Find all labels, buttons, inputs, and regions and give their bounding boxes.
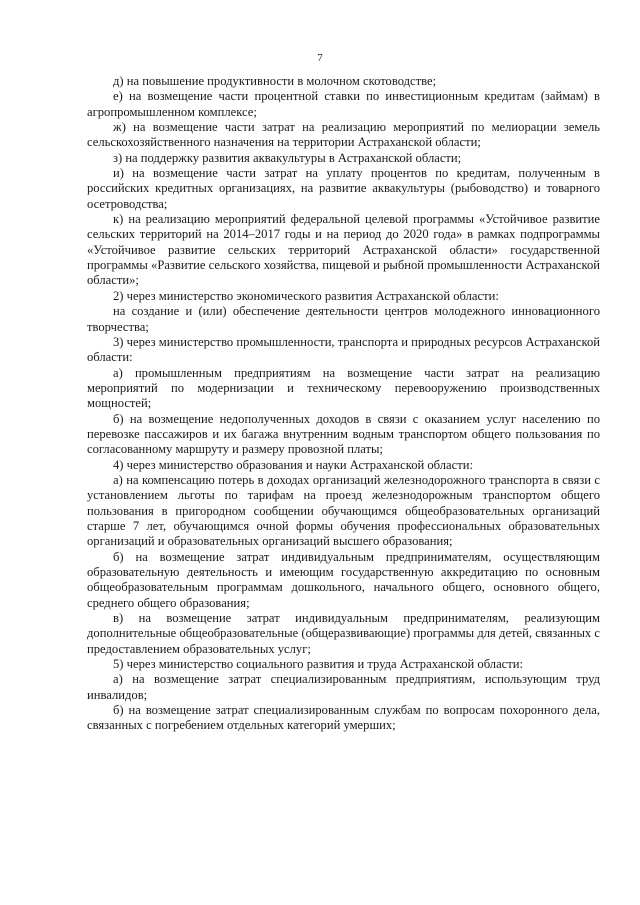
paragraph-4-education-ministry: 4) через министерство образования и науки Астраханской области: <box>113 457 473 472</box>
paragraph-e-interest-rate: е) на возмещение части процентной ставки по инвестиционным кредитам (займам) в агропромышленном комплексе; <box>87 89 600 119</box>
paragraph-a-disabled-employment: а) на возмещение затрат специализированным предприятиям, использующим труд инвалидов; <box>87 672 600 702</box>
paragraph-z-aquaculture: з) на поддержку развития аквакультуры в Астраханской области; <box>113 150 462 165</box>
paragraph-d-dairy: д) на повышение продуктивности в молочном скотоводстве; <box>113 74 437 88</box>
paragraph-youth-innovation: на создание и (или) обеспечение деятельности центров молодежного инновационного творчества; <box>87 304 600 334</box>
paragraph-a-railway-compensation: а) на компенсацию потерь в доходах организаций железнодорожного транспорта в связи с установлением льготы по тарифам на проезд железнодорожным транспортом общего пользования в пригородном сообщении обучающимся общеобразовательных организаций старше 7 лет, обучающимся очной формы обучения профессиональных образовательных организаций и образовательных организаций высшего образования; <box>87 472 600 549</box>
paragraph-b-funeral-services: б) на возмещение затрат специализированным службам по вопросам похоронного дела, связанных с погребением отдельных категорий умерших; <box>87 703 600 733</box>
page-number: 7 <box>317 52 323 64</box>
paragraph-a-modernization: а) промышленным предприятиям на возмещение части затрат на реализацию мероприятий по модернизации и техническому перевооружению производственных мощностей; <box>87 365 600 411</box>
paragraph-2-economic-ministry: 2) через министерство экономического развития Астраханской области: <box>113 288 499 303</box>
paragraph-v-additional-programs: в) на возмещение затрат индивидуальным предпринимателям, реализующим дополнительные общеобразовательные (общеразвивающие) программы для детей, связанных с предоставлением образовательных услуг; <box>87 611 600 656</box>
paragraph-b-water-transport: б) на возмещение недополученных доходов в связи с оказанием услуг населению по перевозке пассажиров и их багажа внутренним водным транспортом общего пользования по согласованному маршруту и размеру провозной платы; <box>87 411 600 457</box>
paragraph-b-entrepreneurs-education: б) на возмещение затрат индивидуальным предпринимателям, осуществляющим образовательную деятельность и имеющим государственную аккредитацию по основным общеобразовательным программам дошкольного, начального общего, основного общего, среднего общего образования; <box>87 549 600 610</box>
paragraph-i-aquaculture-credits: и) на возмещение части затрат на уплату процентов по кредитам, полученным в российских кредитных организациях, на развитие аквакультуры (рыбоводство) и товарного осетроводства; <box>87 166 600 211</box>
paragraph-3-industry-ministry: 3) через министерство промышленности, транспорта и природных ресурсов Астраханской области: <box>87 334 600 365</box>
paragraph-zh-melioration: ж) на возмещение части затрат на реализацию мероприятий по мелиорации земель сельскохозяйственного назначения на территории Астраханской области; <box>87 120 600 150</box>
paragraph-k-rural-development: к) на реализацию мероприятий федеральной целевой программы «Устойчивое развитие сельских территорий на 2014–2017 годы и на период до 2020 года» в рамках подпрограммы «Устойчивое развитие сельских территорий Астраханской области» государственной программы «Развитие сельского хозяйства, пищевой и рыбной промышленности Астраханской области»; <box>87 212 600 288</box>
paragraph-5-social-ministry: 5) через министерство социального развития и труда Астраханской области: <box>113 657 524 672</box>
document-body <box>87 74 600 734</box>
